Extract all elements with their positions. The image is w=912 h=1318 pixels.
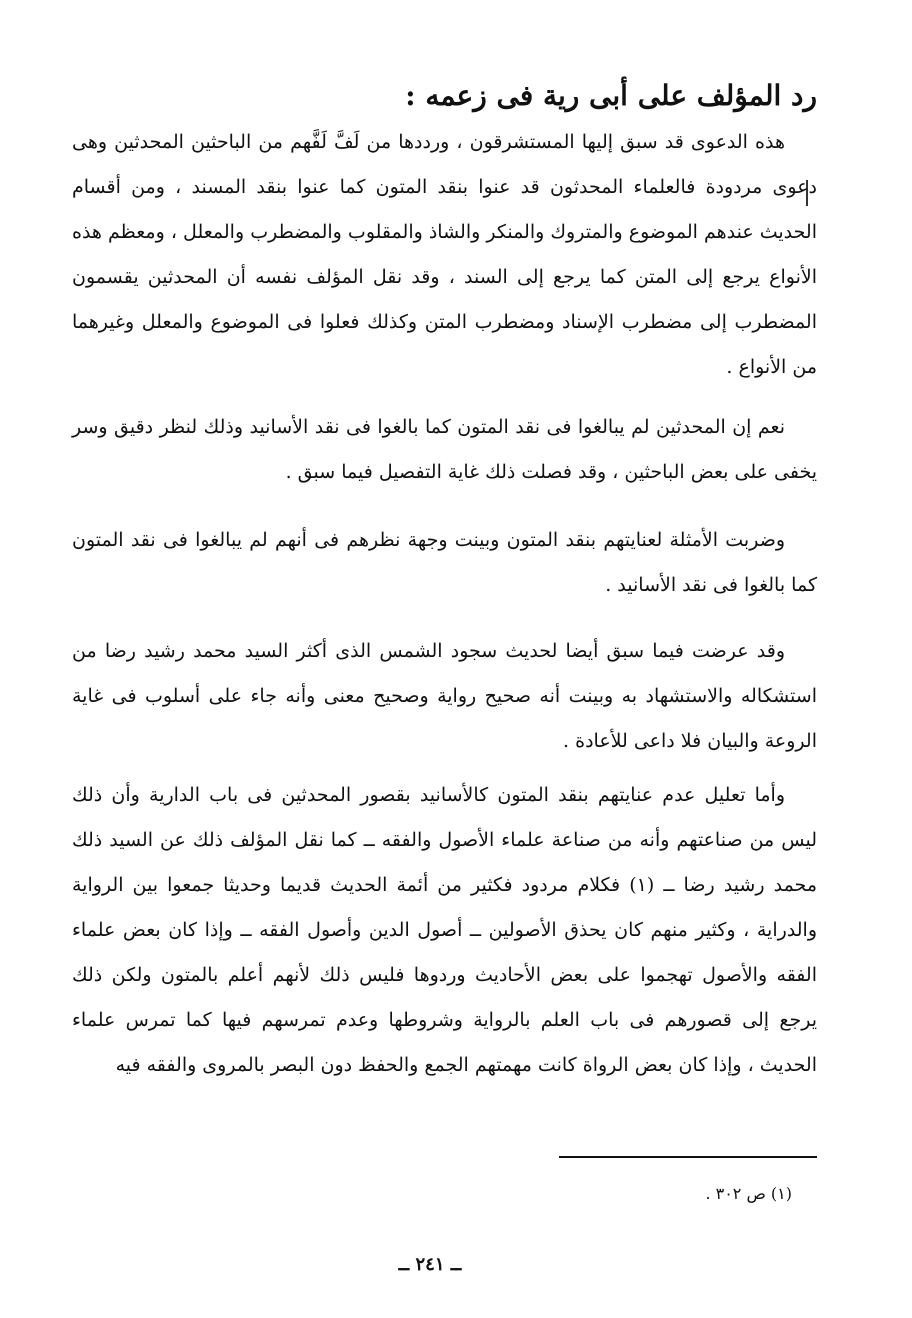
page-number: ــ ٢٤١ ــ: [398, 1254, 462, 1275]
paragraph-text: هذه الدعوى قد سبق إليها المستشرقون ، ورددها من لَفَّ لَفَّهم من الباحثين المحدثين وهى دعوى مردودة فالعلماء المحدثون قد عنوا بنقد المتون كما عنوا بنقد المسند ، ومن أقسام الحديث عندهم الموضوع والمتروك والمنكر والشاذ والمقلوب والمضطرب والمعلل ، ومعظم هذه الأنواع يرجع إلى المتن كما يرجع إلى السند ، وقد نقل المؤلف نفسه أن المحدثين يقسمون المضطرب إلى مضطرب الإسناد ومضطرب المتن وكذلك فعلوا فى الموضوع والمعلل وغيرهما من الأنواع .: [72, 131, 817, 378]
section-heading: رد المؤلف على أبى رية فى زعمه :: [405, 79, 817, 112]
paragraph-text: وضربت الأمثلة لعنايتهم بنقد المتون وبينت وجهة نظرهم فى أنهم لم يبالغوا فى نقد المتون كما بالغوا فى نقد الأسانيد .: [72, 529, 817, 596]
paragraph-5: [72, 773, 817, 1088]
paragraph-4: [72, 629, 817, 764]
paragraph-text: نعم إن المحدثين لم يبالغوا فى نقد المتون كما بالغوا فى نقد الأسانيد وذلك لنظر دقيق وسر يخفى على بعض الباحثين ، وقد فصلت ذلك غاية التفصيل فيما سبق .: [72, 416, 817, 483]
paragraph-text: وقد عرضت فيما سبق أيضا لحديث سجود الشمس الذى أكثر السيد محمد رشيد رضا من استشكاله والاستشهاد به وبينت أنه صحيح رواية وصحيح معنى وأنه جاء على أسلوب فى غاية الروعة والبيان فلا داعى للأعادة .: [72, 640, 817, 752]
paragraph-1: [72, 120, 817, 390]
paragraph-3: [72, 518, 817, 608]
footnote-separator: [559, 1156, 817, 1158]
paragraph-text: وأما تعليل عدم عنايتهم بنقد المتون كالأسانيد بقصور المحدثين فى باب الدارية وأن ذلك ليس من صناعتهم وأنه من صناعة علماء الأصول والفقه ــ كما نقل المؤلف ذلك عن السيد ذلك محمد رشيد رضا ــ (١) فكلام مردود فكثير من أئمة الحديث قديما وحديثا جمعوا بين الرواية والدراية ، وكثير منهم كان يحذق الأصولين ــ أصول الدين وأصول الفقه ــ وإذا كان بعض علماء الفقه والأصول تهجموا على بعض الأحاديث وردوها فليس ذلك لأنهم أعلم بالمتون ولكن ذلك يرجع إلى قصورهم فى باب العلم بالرواية وشروطها وعدم تمرسهم فيها كما تمرس علماء الحديث ، وإذا كان بعض الرواة كانت مهمتهم الجمع والحفظ دون البصر بالمروى والفقه فيه: [72, 784, 817, 1076]
paragraph-2: [72, 405, 817, 495]
footnote: (١) ص ٣٠٢ .: [705, 1184, 792, 1203]
